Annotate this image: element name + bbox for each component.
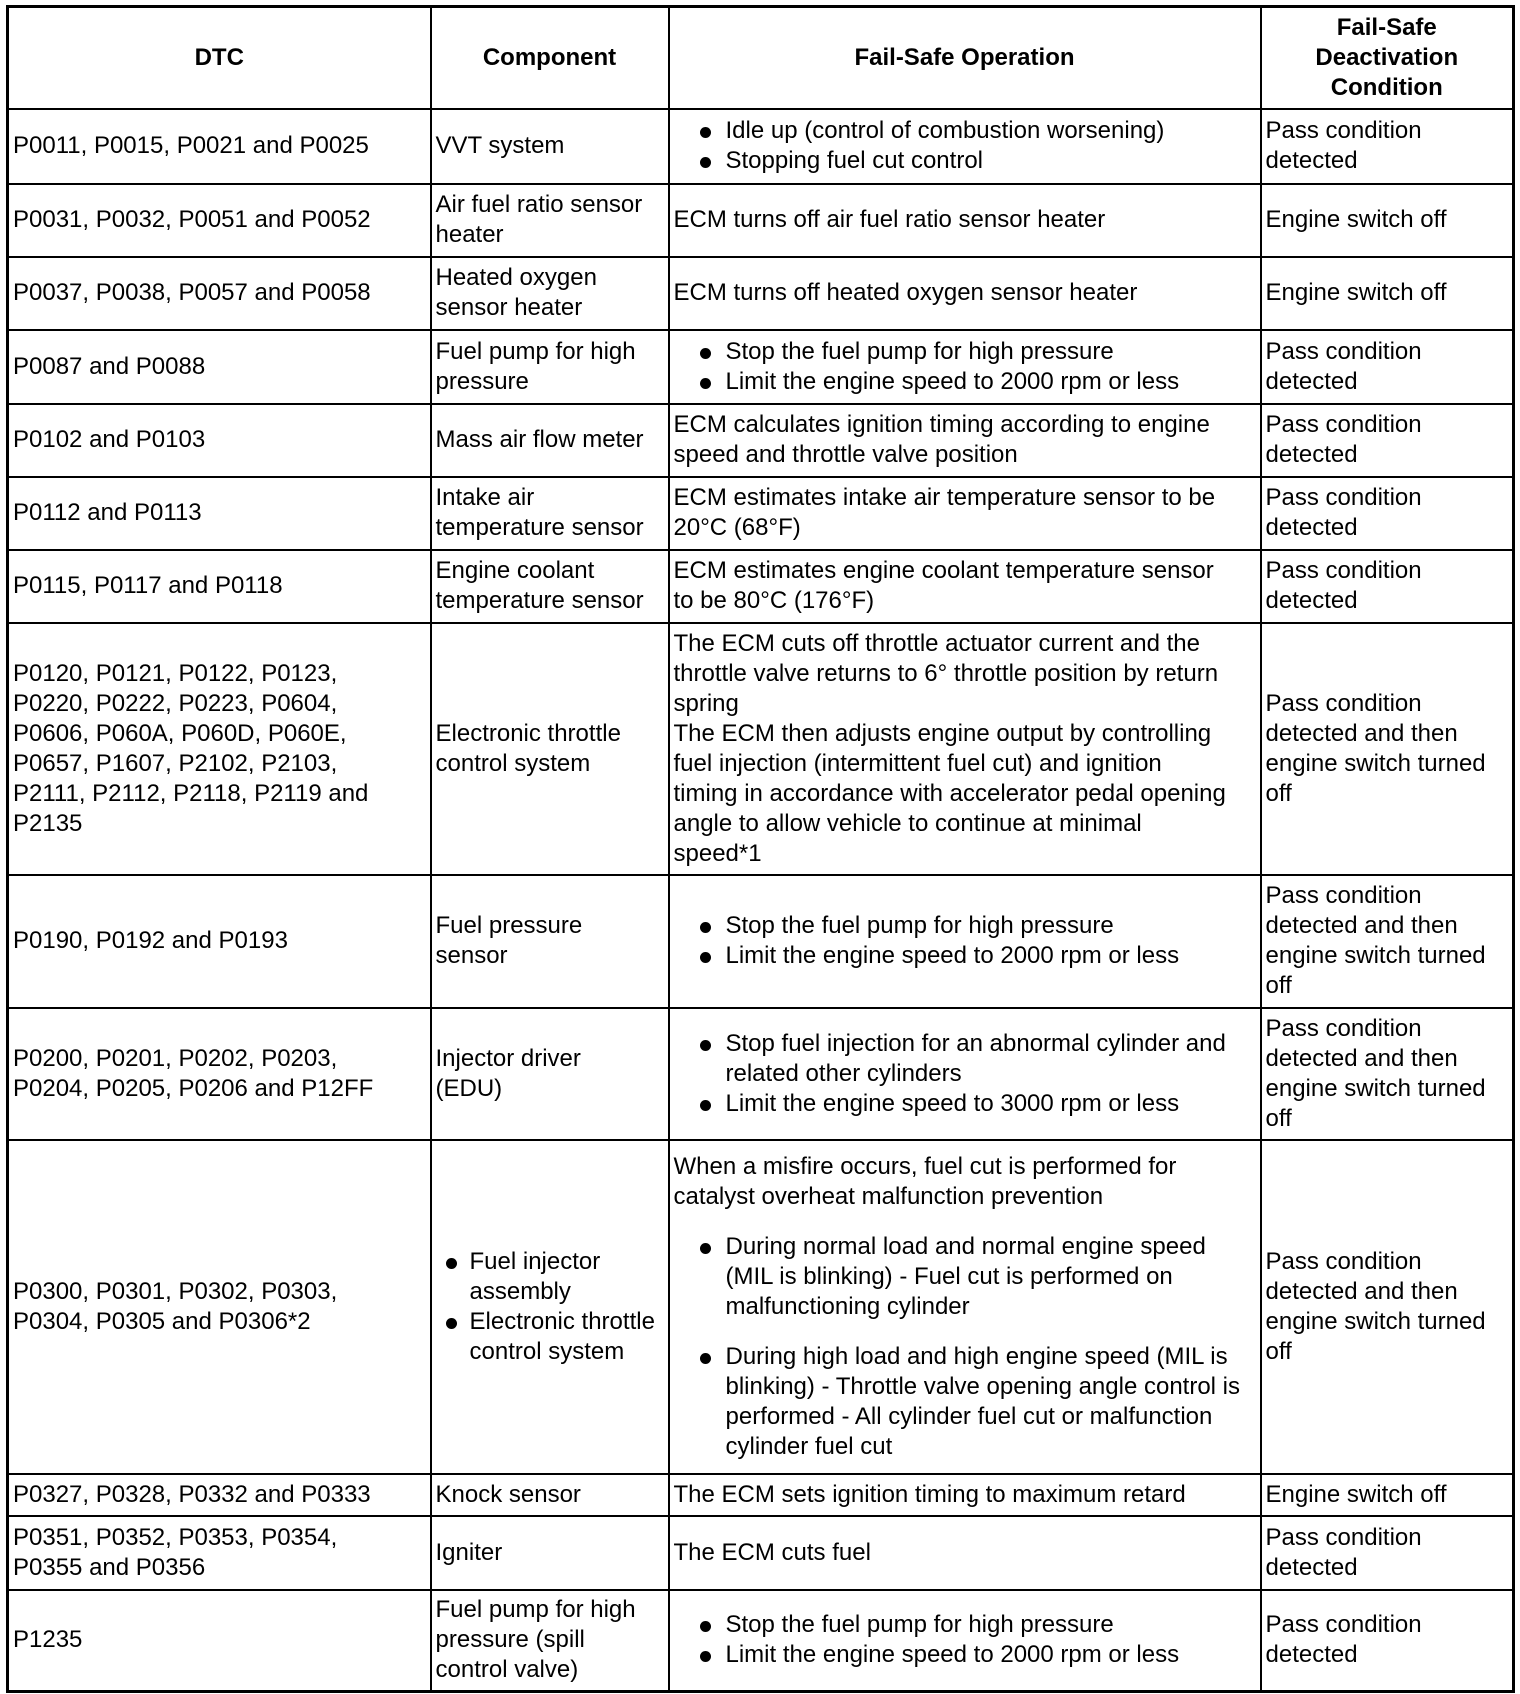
deactivation-line: Engine switch off — [1265, 279, 1447, 306]
table-row — [8, 330, 1514, 404]
dtc-line: P0327, P0328, P0332 and P0333 — [13, 1480, 371, 1508]
deactivation-line: Pass condition — [1265, 1014, 1422, 1042]
dtc-line: P0606, P060A, P060D, P060E, — [13, 719, 347, 747]
component-cell — [431, 184, 669, 257]
deactivation-cell — [1261, 1008, 1514, 1140]
bullet-list — [674, 1232, 1256, 1462]
component-cell — [431, 1474, 669, 1516]
deactivation-line: detected — [1265, 514, 1358, 541]
operation-cell — [669, 330, 1261, 404]
bullet-item: Idle up (control of combustion worsening) — [674, 116, 1256, 146]
table-row — [8, 1590, 1514, 1692]
component-cell — [431, 1008, 669, 1140]
table-row — [8, 1474, 1514, 1516]
deactivation-line: detected — [1265, 367, 1358, 395]
dtc-cell — [8, 257, 431, 330]
header-row — [8, 7, 1514, 109]
deactivation-line: detected and then — [1265, 1277, 1458, 1305]
dtc-line: P0204, P0205, P0206 and P12FF — [13, 1074, 374, 1102]
spacer — [674, 1212, 1256, 1232]
operation-line: ECM estimates engine coolant temperature sensor — [673, 557, 1214, 584]
deactivation-line: detected and then — [1265, 719, 1458, 747]
dtc-line: P0011, P0015, P0021 and P0025 — [13, 132, 369, 159]
operation-cell — [669, 1140, 1261, 1474]
operation-cell — [669, 1590, 1261, 1692]
header-operation: Fail-Safe Operation — [669, 7, 1261, 109]
deactivation-cell — [1261, 623, 1514, 875]
header-deactivation-line: Condition — [1330, 73, 1443, 101]
bullet-list — [674, 337, 1256, 397]
dtc-line: P0087 and P0088 — [13, 352, 206, 380]
operation-line: speed*1 — [673, 839, 762, 867]
deactivation-line: detected — [1265, 441, 1358, 468]
operation-cell — [669, 1516, 1261, 1590]
bullet-list — [674, 911, 1256, 971]
deactivation-line: Pass condition — [1265, 337, 1422, 365]
component-line: Air fuel ratio sensor — [435, 191, 643, 218]
bullet-item: Limit the engine speed to 2000 rpm or less — [674, 1640, 1256, 1670]
table-row — [8, 1008, 1514, 1140]
deactivation-line: Engine switch off — [1265, 206, 1447, 233]
bullet-list — [674, 1610, 1256, 1670]
deactivation-cell — [1261, 1516, 1514, 1590]
deactivation-line: engine switch turned — [1265, 1074, 1486, 1102]
operation-line: speed and throttle valve position — [673, 441, 1018, 468]
component-line: control system — [435, 749, 591, 777]
bullet-item: Electronic throttle control system — [436, 1307, 664, 1367]
dtc-line: P0220, P0222, P0223, P0604, — [13, 689, 338, 717]
table-row — [8, 184, 1514, 257]
component-line: control valve) — [435, 1656, 579, 1684]
deactivation-line: engine switch turned — [1265, 749, 1486, 777]
deactivation-line: detected — [1265, 1553, 1358, 1581]
deactivation-cell — [1261, 404, 1514, 477]
deactivation-line: detected and then — [1265, 1044, 1458, 1072]
deactivation-line: Pass condition — [1265, 1611, 1422, 1639]
operation-line: When a misfire occurs, fuel cut is performed for — [673, 1152, 1177, 1180]
component-line: temperature sensor — [435, 514, 644, 541]
dtc-line: P0657, P1607, P2102, P2103, — [13, 749, 338, 777]
dtc-line: P0031, P0032, P0051 and P0052 — [13, 206, 371, 233]
operation-line: angle to allow vehicle to continue at minimal — [673, 809, 1142, 837]
dtc-line: P0355 and P0356 — [13, 1553, 206, 1581]
table-row — [8, 875, 1514, 1008]
operation-cell — [669, 1474, 1261, 1516]
operation-line: ECM turns off air fuel ratio sensor heater — [673, 206, 1106, 233]
bullet-item: Stop the fuel pump for high pressure — [674, 1610, 1256, 1640]
component-line: Injector driver — [435, 1044, 581, 1072]
dtc-cell — [8, 109, 431, 184]
component-line: (EDU) — [435, 1074, 503, 1102]
dtc-line: P0190, P0192 and P0193 — [13, 927, 288, 954]
header-deactivation — [1261, 7, 1514, 109]
dtc-cell — [8, 1590, 431, 1692]
component-line: heater — [435, 221, 504, 248]
component-cell — [431, 1516, 669, 1590]
deactivation-line: off — [1265, 1104, 1292, 1132]
deactivation-cell — [1261, 875, 1514, 1008]
component-cell — [431, 477, 669, 550]
component-line: Mass air flow meter — [435, 426, 644, 453]
deactivation-line: Pass condition — [1265, 411, 1422, 438]
operation-line: The ECM sets ignition timing to maximum retard — [673, 1480, 1186, 1508]
dtc-line: P0304, P0305 and P0306*2 — [13, 1307, 311, 1335]
operation-line: timing in accordance with accelerator pedal opening — [673, 779, 1226, 807]
operation-line: throttle valve returns to 6° throttle position by return — [673, 659, 1219, 687]
dtc-line: P0037, P0038, P0057 and P0058 — [13, 279, 371, 306]
dtc-line: P1235 — [13, 1626, 83, 1654]
header-component: Component — [431, 7, 669, 109]
operation-cell — [669, 875, 1261, 1008]
component-cell — [431, 404, 669, 477]
dtc-cell — [8, 477, 431, 550]
dtc-line: P0112 and P0113 — [13, 499, 202, 526]
deactivation-line: engine switch turned — [1265, 942, 1486, 969]
dtc-line: P2111, P2112, P2118, P2119 and — [13, 779, 369, 807]
deactivation-cell — [1261, 477, 1514, 550]
component-line: Heated oxygen — [435, 264, 597, 291]
operation-cell — [669, 623, 1261, 875]
dtc-line: P0120, P0121, P0122, P0123, — [13, 659, 338, 687]
deactivation-line: Pass condition — [1265, 1523, 1422, 1551]
deactivation-line: Pass condition — [1265, 882, 1422, 909]
dtc-line: P0115, P0117 and P0118 — [13, 572, 283, 599]
dtc-cell — [8, 330, 431, 404]
table-row — [8, 550, 1514, 623]
bullet-list — [674, 1029, 1256, 1119]
operation-cell — [669, 477, 1261, 550]
deactivation-cell — [1261, 1474, 1514, 1516]
header-deactivation-line: Deactivation — [1315, 43, 1459, 71]
bullet-item: Stop the fuel pump for high pressure — [674, 911, 1256, 941]
component-cell — [431, 1140, 669, 1474]
component-cell — [431, 330, 669, 404]
deactivation-line: Pass condition — [1265, 117, 1422, 144]
dtc-cell — [8, 1474, 431, 1516]
bullet-list — [674, 116, 1256, 176]
deactivation-line: Pass condition — [1265, 557, 1422, 584]
component-cell — [431, 1590, 669, 1692]
bullet-item: Limit the engine speed to 2000 rpm or less — [674, 941, 1256, 971]
table-body — [8, 109, 1514, 1692]
fail-safe-table — [6, 5, 1515, 1693]
deactivation-line: off — [1265, 972, 1292, 999]
operation-cell — [669, 1008, 1261, 1140]
operation-line: to be 80°C (176°F) — [673, 587, 875, 614]
operation-line: The ECM cuts fuel — [673, 1538, 871, 1566]
component-line: VVT system — [435, 132, 565, 159]
component-cell — [431, 875, 669, 1008]
operation-line: ECM estimates intake air temperature sensor to be — [673, 484, 1216, 511]
component-line: Fuel pump for high — [435, 337, 636, 365]
component-cell — [431, 109, 669, 184]
component-line: sensor — [435, 942, 508, 969]
bullet-list — [436, 1247, 664, 1367]
deactivation-cell — [1261, 109, 1514, 184]
table-row — [8, 109, 1514, 184]
operation-line: ECM turns off heated oxygen sensor heater — [673, 279, 1138, 306]
component-line: pressure — [435, 367, 529, 395]
deactivation-line: detected — [1265, 1641, 1358, 1669]
dtc-cell — [8, 1008, 431, 1140]
bullet-item: Limit the engine speed to 3000 rpm or less — [674, 1089, 1256, 1119]
operation-cell — [669, 257, 1261, 330]
table-row — [8, 404, 1514, 477]
operation-line: The ECM cuts off throttle actuator current and the — [673, 629, 1200, 657]
operation-line: catalyst overheat malfunction prevention — [673, 1182, 1104, 1210]
deactivation-line: engine switch turned — [1265, 1307, 1486, 1335]
bullet-item: Stopping fuel cut control — [674, 146, 1256, 176]
deactivation-line: detected — [1265, 147, 1358, 174]
dtc-cell — [8, 1140, 431, 1474]
component-cell — [431, 550, 669, 623]
dtc-line: P0300, P0301, P0302, P0303, — [13, 1277, 338, 1305]
deactivation-cell — [1261, 1140, 1514, 1474]
deactivation-cell — [1261, 1590, 1514, 1692]
deactivation-line: Engine switch off — [1265, 1480, 1447, 1508]
deactivation-line: Pass condition — [1265, 1247, 1422, 1275]
dtc-cell — [8, 404, 431, 477]
deactivation-cell — [1261, 184, 1514, 257]
operation-line: fuel injection (intermittent fuel cut) and ignition — [673, 749, 1162, 777]
component-line: Electronic throttle — [435, 719, 621, 747]
deactivation-line: off — [1265, 1337, 1292, 1365]
table-row — [8, 623, 1514, 875]
bullet-item: Stop the fuel pump for high pressure — [674, 337, 1256, 367]
operation-cell — [669, 109, 1261, 184]
component-line: Engine coolant — [435, 557, 595, 584]
deactivation-line: off — [1265, 779, 1292, 807]
deactivation-line: detected and then — [1265, 912, 1458, 939]
dtc-line: P0351, P0352, P0353, P0354, — [13, 1523, 338, 1551]
deactivation-cell — [1261, 257, 1514, 330]
operation-line: The ECM then adjusts engine output by controlling — [673, 719, 1212, 747]
operation-cell — [669, 404, 1261, 477]
dtc-cell — [8, 623, 431, 875]
component-line: temperature sensor — [435, 587, 644, 614]
table-row — [8, 1516, 1514, 1590]
component-line: Fuel pump for high — [435, 1596, 636, 1624]
bullet-item: During high load and high engine speed (MIL is blinking) - Throttle valve opening angle control is performed - All cylinder fuel cut or malfunction cylinder fuel cut — [674, 1342, 1256, 1462]
dtc-line: P0200, P0201, P0202, P0203, — [13, 1044, 338, 1072]
component-line: sensor heater — [435, 294, 583, 321]
dtc-line: P2135 — [13, 809, 83, 837]
bullet-item: Limit the engine speed to 2000 rpm or less — [674, 367, 1256, 397]
dtc-cell — [8, 875, 431, 1008]
dtc-cell — [8, 550, 431, 623]
operation-line: 20°C (68°F) — [673, 514, 801, 541]
component-line: pressure (spill — [435, 1626, 585, 1654]
table-row — [8, 477, 1514, 550]
component-cell — [431, 623, 669, 875]
operation-line: spring — [673, 689, 739, 717]
bullet-item: Fuel injector assembly — [436, 1247, 664, 1307]
table-row — [8, 1140, 1514, 1474]
dtc-cell — [8, 184, 431, 257]
deactivation-cell — [1261, 550, 1514, 623]
deactivation-cell — [1261, 330, 1514, 404]
component-line: Knock sensor — [435, 1480, 581, 1508]
dtc-cell — [8, 1516, 431, 1590]
header-deactivation-line: Fail-Safe — [1336, 13, 1437, 41]
operation-cell — [669, 184, 1261, 257]
dtc-line: P0102 and P0103 — [13, 426, 206, 453]
bullet-item: During normal load and normal engine speed (MIL is blinking) - Fuel cut is performed on malfunctioning cylinder — [674, 1232, 1256, 1322]
table-row — [8, 257, 1514, 330]
operation-cell — [669, 550, 1261, 623]
component-line: Intake air — [435, 484, 535, 511]
deactivation-line: detected — [1265, 587, 1358, 614]
component-line: Igniter — [435, 1538, 503, 1566]
deactivation-line: Pass condition — [1265, 689, 1422, 717]
component-line: Fuel pressure — [435, 912, 583, 939]
bullet-item: Stop fuel injection for an abnormal cylinder and related other cylinders — [674, 1029, 1256, 1089]
deactivation-line: Pass condition — [1265, 484, 1422, 511]
operation-line: ECM calculates ignition timing according to engine — [673, 411, 1210, 438]
component-cell — [431, 257, 669, 330]
header-dtc: DTC — [8, 7, 431, 109]
